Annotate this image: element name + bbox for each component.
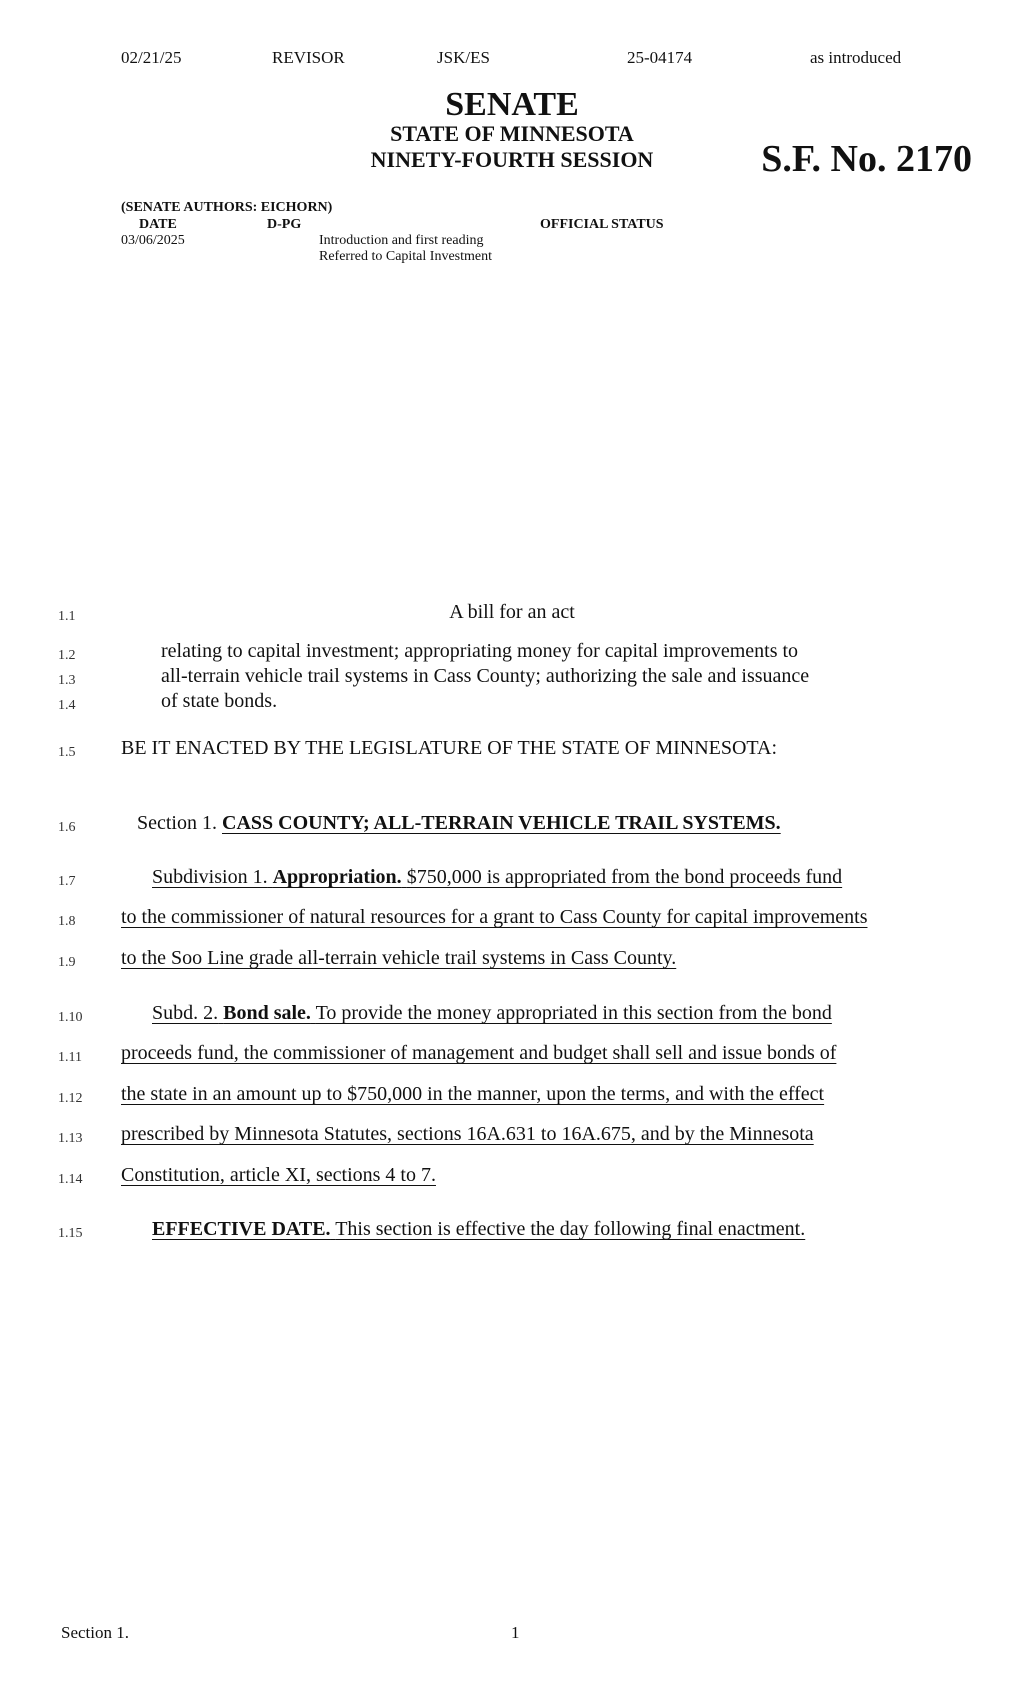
line-number: 1.12 bbox=[58, 1091, 83, 1106]
line-number: 1.6 bbox=[58, 820, 76, 835]
header-initials: JSK/ES bbox=[437, 48, 490, 67]
page-number: 1 bbox=[511, 1623, 520, 1642]
bill-title-line: of state bonds. bbox=[161, 690, 278, 712]
line-number: 1.9 bbox=[58, 955, 76, 970]
status-col-dpg: D-PG bbox=[267, 217, 302, 232]
line-number: 1.14 bbox=[58, 1172, 83, 1187]
status-col-official: OFFICIAL STATUS bbox=[540, 217, 664, 232]
subdivision-heading: Appropriation. bbox=[272, 866, 402, 888]
header-doc-number: 25-04174 bbox=[627, 48, 693, 67]
bill-title-line: relating to capital investment; appropriating money for capital improvements to bbox=[161, 640, 799, 662]
bill-heading: A bill for an act bbox=[449, 601, 575, 623]
subdivision-1-line bbox=[152, 866, 842, 889]
subdivision-2-line bbox=[152, 1002, 832, 1025]
line-number: 1.3 bbox=[58, 673, 76, 688]
subdivision-text: To provide the money appropriated in this section from the bond bbox=[315, 1002, 832, 1024]
status-col-date: DATE bbox=[139, 217, 177, 232]
line-number: 1.1 bbox=[58, 609, 76, 624]
subdivision-2-line: proceeds fund, the commissioner of management and budget shall sell and issue bonds of bbox=[121, 1042, 837, 1064]
effective-date-text: This section is effective the day following final enactment. bbox=[335, 1218, 806, 1240]
subdivision-heading: Bond sale. bbox=[223, 1002, 311, 1024]
subdivision-text: $750,000 is appropriated from the bond proceeds fund bbox=[406, 866, 843, 888]
section-title: CASS COUNTY; ALL-TERRAIN VEHICLE TRAIL SYSTEMS. bbox=[222, 812, 781, 834]
subdivision-2-line: Constitution, article XI, sections 4 to 7. bbox=[121, 1164, 436, 1186]
state-title: STATE OF MINNESOTA bbox=[390, 121, 634, 146]
section-heading bbox=[137, 812, 781, 835]
header-office: REVISOR bbox=[272, 48, 345, 67]
line-number: 1.7 bbox=[58, 874, 76, 889]
line-number: 1.15 bbox=[58, 1226, 83, 1241]
header-date: 02/21/25 bbox=[121, 48, 182, 67]
section-label: Section 1. bbox=[137, 812, 217, 834]
subdivision-1-line: to the commissioner of natural resources for a grant to Cass County for capital improvements bbox=[121, 906, 868, 928]
status-entry-action: Introduction and first reading bbox=[319, 233, 484, 248]
subdivision-2-line: prescribed by Minnesota Statutes, sections 16A.631 to 16A.675, and by the Minnesota bbox=[121, 1123, 814, 1145]
effective-date-heading: EFFECTIVE DATE. bbox=[152, 1218, 331, 1240]
line-number: 1.4 bbox=[58, 698, 76, 713]
status-entry-action: Referred to Capital Investment bbox=[319, 249, 492, 264]
line-number: 1.5 bbox=[58, 745, 76, 760]
subdivision-1-line: to the Soo Line grade all-terrain vehicle trail systems in Cass County. bbox=[121, 947, 677, 969]
status-entry-date: 03/06/2025 bbox=[121, 233, 185, 248]
header-status: as introduced bbox=[810, 48, 902, 67]
bill-number: S.F. No. 2170 bbox=[761, 138, 972, 180]
subdivision-2-line: the state in an amount up to $750,000 in the manner, upon the terms, and with the effect bbox=[121, 1083, 825, 1105]
enacting-clause: BE IT ENACTED BY THE LEGISLATURE OF THE STATE OF MINNESOTA: bbox=[121, 737, 778, 759]
subdivision-label: Subdivision 1. bbox=[152, 866, 268, 888]
line-number: 1.11 bbox=[58, 1050, 82, 1065]
chamber-title: SENATE bbox=[445, 86, 579, 123]
effective-date-line bbox=[152, 1218, 805, 1241]
bill-title-line: all-terrain vehicle trail systems in Cass County; authorizing the sale and issuance bbox=[161, 665, 810, 687]
line-number: 1.13 bbox=[58, 1131, 83, 1146]
line-number: 1.2 bbox=[58, 648, 76, 663]
line-number: 1.10 bbox=[58, 1010, 83, 1025]
footer-section: Section 1. bbox=[61, 1623, 129, 1642]
subdivision-label: Subd. 2. bbox=[152, 1002, 219, 1024]
session-title: NINETY-FOURTH SESSION bbox=[370, 147, 654, 172]
senate-authors: (SENATE AUTHORS: EICHORN) bbox=[121, 200, 333, 215]
line-number: 1.8 bbox=[58, 914, 76, 929]
